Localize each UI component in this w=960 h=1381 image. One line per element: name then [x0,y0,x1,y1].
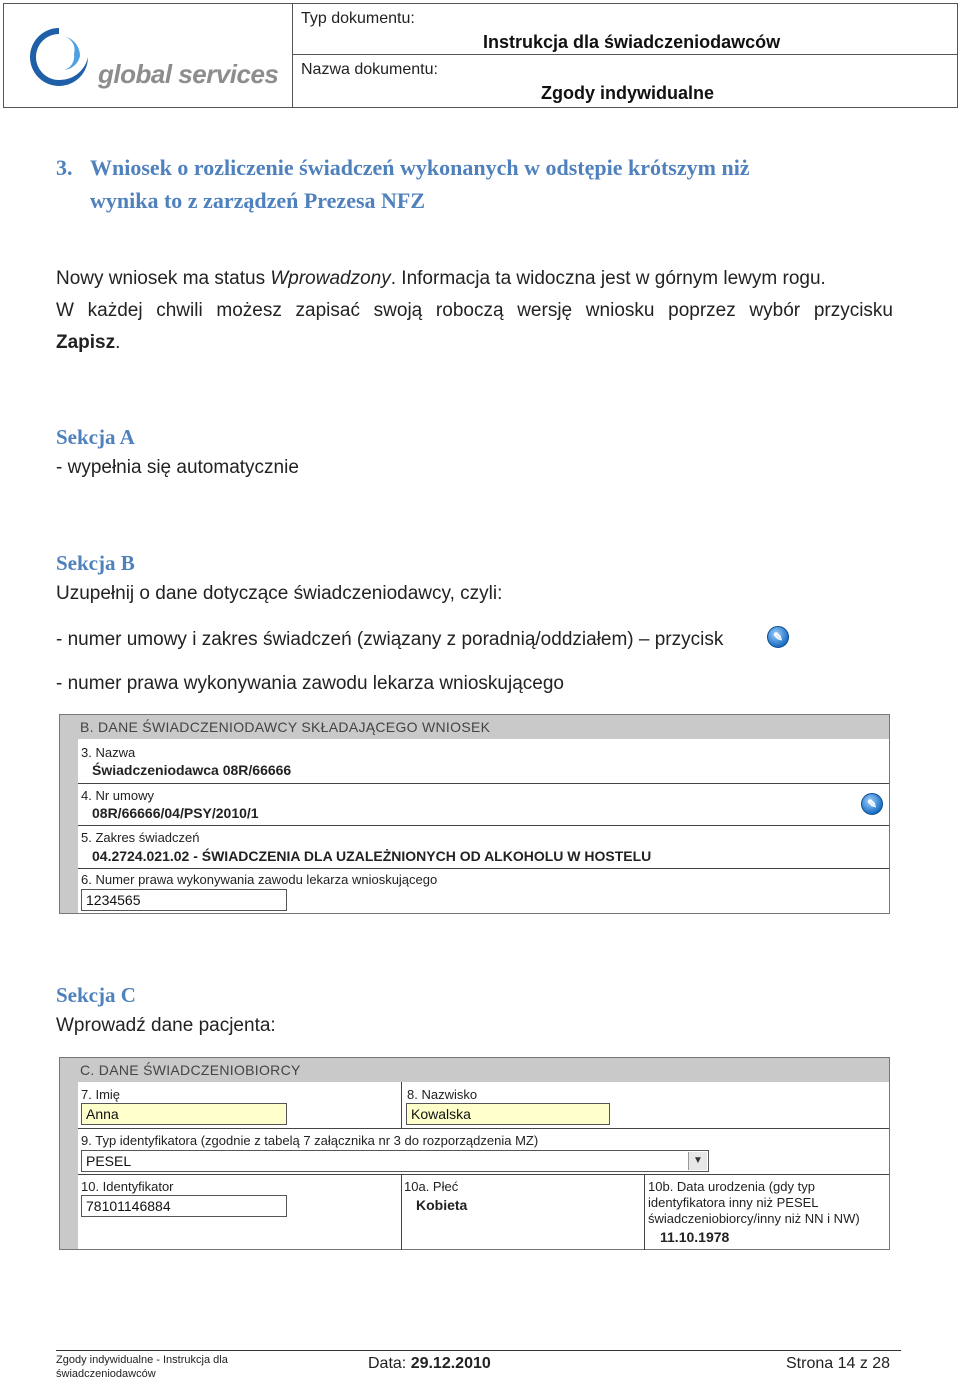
field-lastname-label: 8. Nazwisko [407,1087,478,1102]
footer-doc-line1: Zgody indywidualne - Instrukcja dla [56,1354,228,1366]
field-row-contract [78,783,889,826]
header-row-type [293,4,957,55]
field-row-names [78,1082,889,1128]
footer-date-label: Data: [368,1355,411,1372]
section-b-text: Uzupełnij o dane dotyczące świadczeniodawcy, czyli: [56,583,503,604]
form-left-strip [60,739,78,913]
license-number-input[interactable]: 1234565 [81,889,287,911]
field-license-label: 6. Numer prawa wykonywania zawodu lekarza wnioskującego [81,872,438,887]
field-birthdate-value: 11.10.1978 [660,1229,730,1245]
doc-name-label: Nazwa dokumentu: [301,61,438,78]
section-number: 3. [56,155,73,180]
logo-text: global services [98,59,279,89]
field-birthdate-label-3: świadczeniobiorcy/inny niż NN i NW) [648,1211,860,1226]
field-scope-value: 04.2724.021.02 - ŚWIADCZENIA DLA UZALEŻNIONYCH OD ALKOHOLU W HOSTELU [92,848,652,864]
header-row-name [293,55,957,105]
edit-icon: ✎ [767,626,789,648]
field-row-name [78,739,889,783]
section-c-text: Wprowadź dane pacjenta: [56,1015,276,1036]
field-birthdate-label-2: identyfikatora inny niż PESEL [648,1195,819,1210]
footer-date-value: 29.12.2010 [410,1355,491,1372]
intro-line2: W każdej chwili możesz zapisać swoją roboczą wersję wniosku poprzez wybór przycisku [56,300,893,321]
section-a-heading: Sekcja A [56,425,135,449]
column-divider [644,1175,645,1250]
section-b-bullet2: - numer prawa wykonywania zawodu lekarza wnioskującego [56,673,564,694]
status-name: Wprowadzony [270,268,391,289]
field-contract-label: 4. Nr umowy [81,788,154,803]
intro-line3 [56,332,120,354]
doc-type-label: Typ dokumentu: [301,10,415,27]
field-idtype-label: 9. Typ identyfikatora (zgodnie z tabelą 7 załącznika nr 3 do rozporządzenia MZ) [81,1133,539,1148]
footer-divider [56,1350,901,1351]
logo-area [4,4,293,107]
firstname-input[interactable]: Anna [81,1103,287,1125]
field-identifier-label: 10. Identyfikator [81,1179,174,1194]
section-b-bullet1: - numer umowy i zakres świadczeń (związany z poradnią/oddziałem) – przycisk [56,629,724,650]
provider-form [59,714,890,914]
section-title-line1: Wniosek o rozliczenie świadczeń wykonanych w odstępie krótszym niż [90,155,750,180]
identifier-input[interactable]: 78101146884 [81,1195,287,1217]
section-b-heading: Sekcja B [56,551,135,575]
provider-form-title: B. DANE ŚWIADCZENIODAWCY SKŁADAJĄCEGO WNIOSEK [60,715,889,739]
patient-form [59,1057,890,1250]
footer-date [368,1355,491,1373]
column-divider [401,1175,402,1250]
field-row-idtype [78,1128,889,1175]
section-title-line2: wynika to z zarządzeń Prezesa NFZ [90,188,426,213]
intro-text-b: . Informacja ta widoczna jest w górnym lewym rogu. [390,268,826,289]
field-row-scope [78,825,889,869]
intro-line1 [56,268,826,290]
field-row-identifier [78,1174,889,1250]
patient-form-title: C. DANE ŚWIADCZENIOBIORCY [60,1058,889,1082]
column-divider [401,1082,402,1128]
doc-type-value: Instrukcja dla świadczeniodawców [483,32,781,52]
logo-swirl-icon [24,22,94,92]
field-name-value: Świadczeniodawca 08R/66666 [92,762,292,778]
field-sex-value: Kobieta [416,1197,468,1213]
document-header [3,3,958,108]
field-firstname-label: 7. Imię [81,1087,121,1102]
field-name-label: 3. Nazwa [81,745,136,760]
section-c-heading: Sekcja C [56,983,136,1007]
lastname-input[interactable]: Kowalska [406,1103,610,1125]
save-button-name: Zapisz [56,332,116,353]
field-sex-label: 10a. Płeć [404,1179,459,1194]
footer-doc-line2: świadczeniodawców [56,1368,156,1380]
doc-name-value: Zgody indywidualne [541,83,715,103]
intro-text-a: Nowy wniosek ma status [56,268,271,289]
footer-page-number: Strona 14 z 28 [786,1355,891,1372]
contract-edit-icon[interactable]: ✎ [861,793,883,815]
field-scope-label: 5. Zakres świadczeń [81,830,200,845]
header-info [293,4,957,107]
idtype-select[interactable] [81,1150,709,1172]
section-a-text: - wypełnia się automatycznie [56,457,299,478]
chevron-down-icon[interactable]: ▼ [688,1152,707,1170]
form-left-strip [60,1082,78,1249]
field-contract-value: 08R/66666/04/PSY/2010/1 [92,805,259,821]
intro-period: . [115,332,121,353]
field-birthdate-label-1: 10b. Data urodzenia (gdy typ [648,1179,815,1194]
field-row-license [78,868,889,914]
idtype-select-value: PESEL [86,1153,132,1169]
